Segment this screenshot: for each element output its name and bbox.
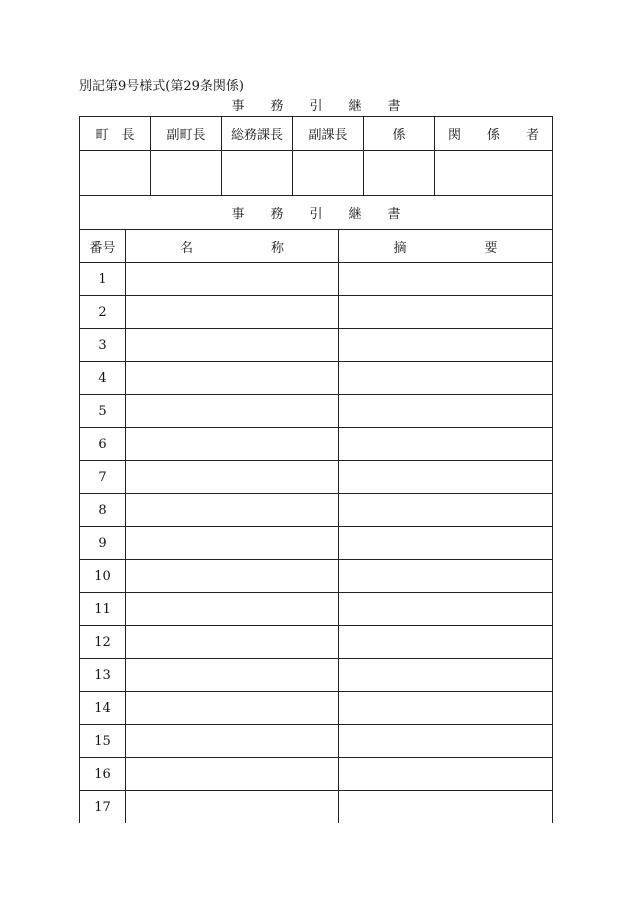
name-cell[interactable]: [126, 758, 339, 791]
row-number: 15: [80, 725, 126, 758]
table-row: [80, 494, 553, 527]
summary-cell[interactable]: [339, 725, 553, 758]
table-row: [80, 791, 553, 824]
document-title: 事 務 引 継 書: [231, 99, 401, 114]
row-number: 6: [80, 428, 126, 461]
name-cell[interactable]: [126, 626, 339, 659]
summary-cell[interactable]: [339, 791, 553, 824]
approval-header-mayor: 町 長: [80, 117, 151, 151]
approval-header-staff: 係: [364, 117, 435, 151]
table-row: [80, 461, 553, 494]
name-cell[interactable]: [126, 692, 339, 725]
row-number: 9: [80, 527, 126, 560]
name-cell[interactable]: [126, 659, 339, 692]
name-cell[interactable]: [126, 560, 339, 593]
summary-cell[interactable]: [339, 659, 553, 692]
row-number: 1: [80, 263, 126, 296]
summary-cell[interactable]: [339, 593, 553, 626]
name-cell[interactable]: [126, 791, 339, 824]
summary-cell[interactable]: [339, 560, 553, 593]
approval-header-related-persons: 関 係 者: [435, 117, 553, 151]
approval-stamp-cell[interactable]: [80, 151, 151, 196]
column-header-summary: 摘 要: [339, 230, 553, 263]
table-row: [80, 593, 553, 626]
row-number: 14: [80, 692, 126, 725]
row-number: 11: [80, 593, 126, 626]
row-number: 16: [80, 758, 126, 791]
summary-cell[interactable]: [339, 395, 553, 428]
summary-cell[interactable]: [339, 362, 553, 395]
table-row: [80, 560, 553, 593]
summary-cell[interactable]: [339, 758, 553, 791]
table-row: [80, 527, 553, 560]
table-row: [80, 296, 553, 329]
summary-cell[interactable]: [339, 263, 553, 296]
summary-cell[interactable]: [339, 461, 553, 494]
name-cell[interactable]: [126, 263, 339, 296]
name-cell[interactable]: [126, 725, 339, 758]
name-cell[interactable]: [126, 395, 339, 428]
register-title: 事 務 引 継 書: [80, 196, 553, 230]
table-row: [80, 362, 553, 395]
column-header-number: 番号: [80, 230, 126, 263]
summary-cell[interactable]: [339, 296, 553, 329]
approval-header-deputy-mayor: 副町長: [151, 117, 222, 151]
row-number: 17: [80, 791, 126, 824]
summary-cell[interactable]: [339, 428, 553, 461]
row-number: 3: [80, 329, 126, 362]
row-number: 7: [80, 461, 126, 494]
table-row: [80, 626, 553, 659]
row-number: 8: [80, 494, 126, 527]
table-row: [80, 725, 553, 758]
name-cell[interactable]: [126, 527, 339, 560]
summary-cell[interactable]: [339, 329, 553, 362]
approval-stamp-cell[interactable]: [151, 151, 222, 196]
table-row: [80, 659, 553, 692]
row-number: 12: [80, 626, 126, 659]
table-row: [80, 395, 553, 428]
approval-stamp-cell[interactable]: [435, 151, 553, 196]
name-cell[interactable]: [126, 461, 339, 494]
name-cell[interactable]: [126, 362, 339, 395]
name-cell[interactable]: [126, 494, 339, 527]
name-cell[interactable]: [126, 428, 339, 461]
form-reference: 別記第9号様式(第29条関係): [79, 79, 244, 94]
summary-cell[interactable]: [339, 527, 553, 560]
name-cell[interactable]: [126, 329, 339, 362]
approval-header-deputy-chief: 副課長: [293, 117, 364, 151]
table-row: [80, 692, 553, 725]
approval-stamp-table: [79, 116, 553, 196]
handover-register-table: [79, 195, 553, 823]
approval-stamp-cell[interactable]: [293, 151, 364, 196]
row-number: 5: [80, 395, 126, 428]
column-header-name: 名 称: [126, 230, 339, 263]
approval-stamp-cell[interactable]: [222, 151, 293, 196]
table-row: [80, 329, 553, 362]
name-cell[interactable]: [126, 296, 339, 329]
row-number: 2: [80, 296, 126, 329]
summary-cell[interactable]: [339, 494, 553, 527]
row-number: 4: [80, 362, 126, 395]
summary-cell[interactable]: [339, 626, 553, 659]
row-number: 10: [80, 560, 126, 593]
table-row: [80, 428, 553, 461]
approval-stamp-cell[interactable]: [364, 151, 435, 196]
table-row: [80, 263, 553, 296]
table-row: [80, 758, 553, 791]
summary-cell[interactable]: [339, 692, 553, 725]
name-cell[interactable]: [126, 593, 339, 626]
row-number: 13: [80, 659, 126, 692]
approval-header-general-affairs-chief: 総務課長: [222, 117, 293, 151]
